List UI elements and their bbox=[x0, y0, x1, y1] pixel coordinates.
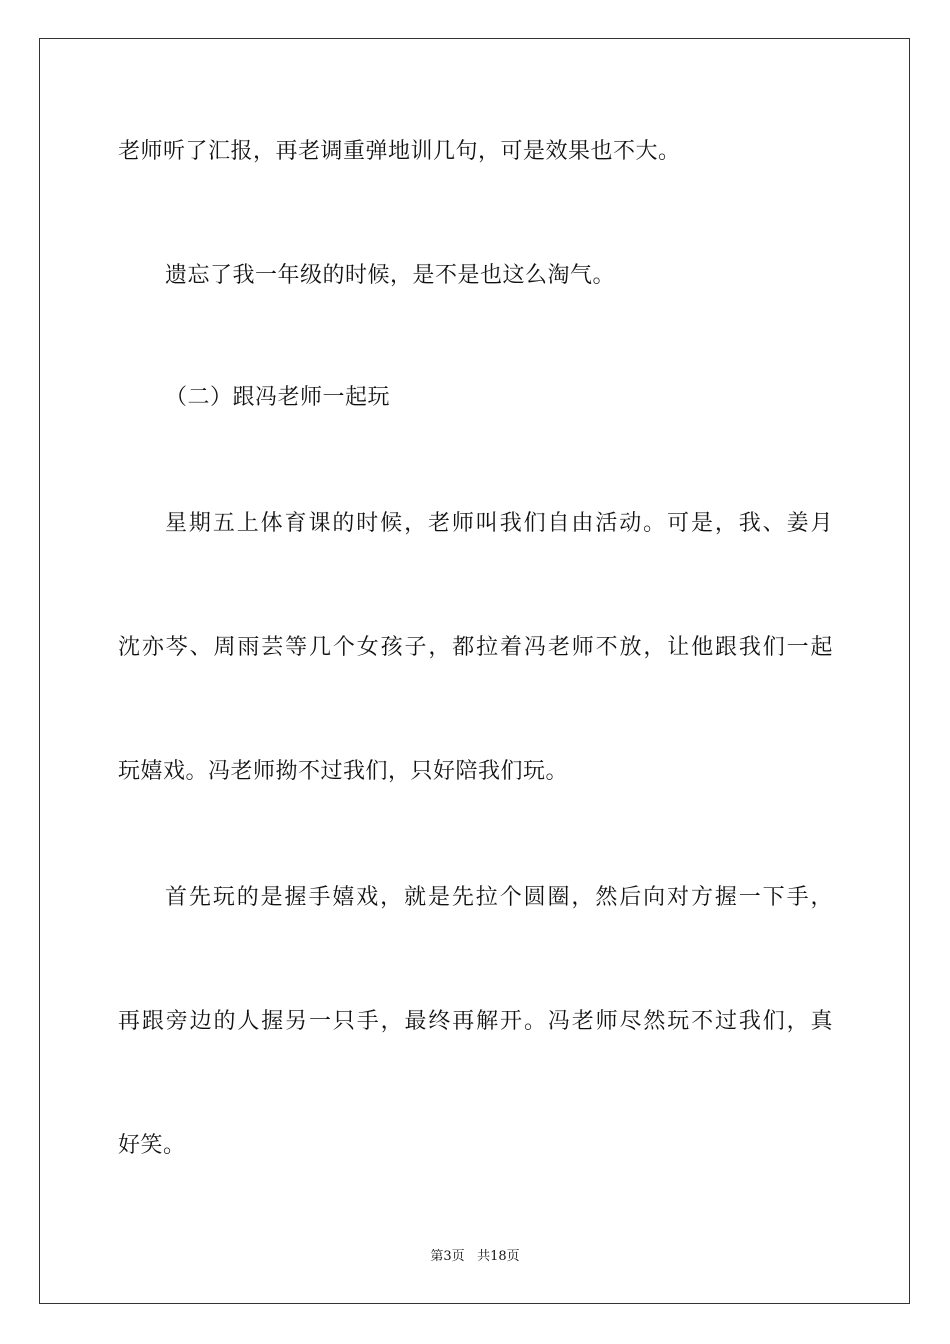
page-footer bbox=[0, 1248, 950, 1266]
text-line-9: 好笑。 bbox=[118, 1133, 186, 1158]
page-number: 第3页 bbox=[430, 1249, 465, 1264]
text-line-7: 首先玩的是握手嬉戏，就是先拉个圆圈，然后向对方握一下手， bbox=[165, 885, 833, 910]
total-pages: 共18页 bbox=[477, 1249, 520, 1264]
text-line-1: 老师听了汇报，再老调重弹地训几句，可是效果也不大。 bbox=[118, 139, 681, 164]
page-border bbox=[39, 38, 910, 1304]
text-line-6: 玩嬉戏。冯老师拗不过我们，只好陪我们玩。 bbox=[118, 759, 569, 784]
text-line-2: 遗忘了我一年级的时候，是不是也这么淘气。 bbox=[165, 263, 616, 288]
text-line-5: 沈亦芩、周雨芸等几个女孩子，都拉着冯老师不放，让他跟我们一起 bbox=[118, 635, 833, 660]
section-heading: （二）跟冯老师一起玩 bbox=[165, 385, 391, 410]
text-line-8: 再跟旁边的人握另一只手，最终再解开。冯老师尽然玩不过我们，真 bbox=[118, 1009, 833, 1034]
text-line-4: 星期五上体育课的时候，老师叫我们自由活动。可是，我、姜月 bbox=[165, 511, 833, 536]
